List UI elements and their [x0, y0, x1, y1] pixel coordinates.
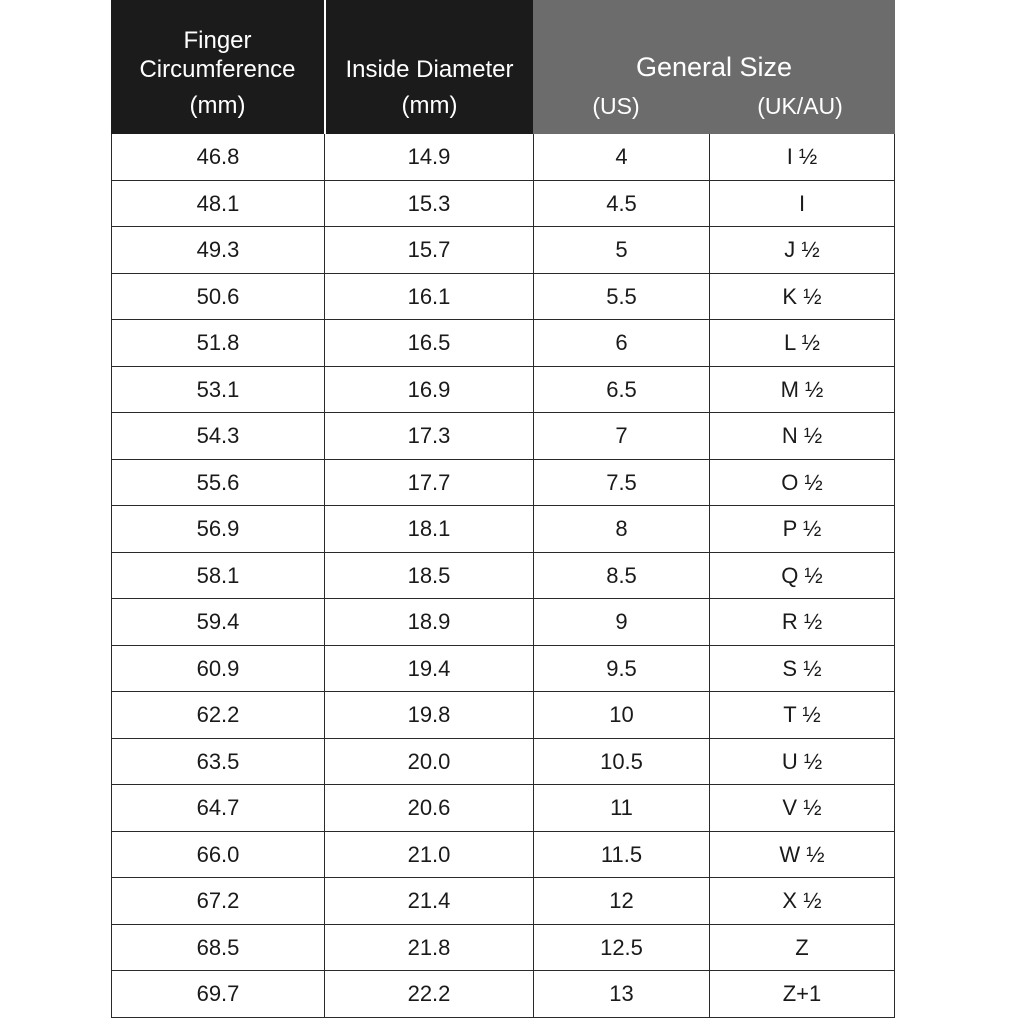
table-row — [111, 785, 895, 832]
cell-us-size: 12 — [534, 878, 710, 924]
table-row — [111, 134, 895, 181]
table-row — [111, 413, 895, 460]
table-row — [111, 971, 895, 1018]
cell-uk-au-size: Q ½ — [781, 562, 823, 588]
cell-finger-circumference: 46.8 — [112, 134, 325, 180]
cell-inside-diameter: 21.0 — [325, 832, 534, 878]
cell-us-size: 11 — [534, 785, 710, 831]
cell-uk-au-size: Z — [795, 934, 809, 960]
table-row — [111, 274, 895, 321]
header-inside-diameter — [326, 0, 533, 134]
cell-uk-au-size: I — [798, 190, 806, 216]
table-row — [111, 506, 895, 553]
cell-finger-circumference: 50.6 — [112, 274, 325, 320]
cell-finger-circumference: 58.1 — [112, 553, 325, 599]
header-col2-line2: (mm) — [401, 92, 458, 119]
header-col1-line3: (mm) — [189, 92, 246, 119]
cell-inside-diameter: 21.8 — [325, 925, 534, 971]
cell-uk-au-size: M ½ — [780, 376, 824, 402]
cell-inside-diameter: 18.9 — [325, 599, 534, 645]
cell-inside-diameter: 15.3 — [325, 181, 534, 227]
cell-finger-circumference: 48.1 — [112, 181, 325, 227]
header-uk-au: (UK/AU) — [757, 93, 843, 119]
cell-us-size: 7.5 — [534, 460, 710, 506]
cell-uk-au-size: V ½ — [782, 795, 822, 820]
cell-finger-circumference: 63.5 — [112, 739, 325, 785]
cell-finger-circumference: 69.7 — [112, 971, 325, 1017]
cell-finger-circumference: 49.3 — [112, 227, 325, 273]
table-row — [111, 925, 895, 972]
cell-us-size: 5.5 — [534, 274, 710, 320]
cell-us-size: 10.5 — [534, 739, 710, 785]
table-row — [111, 646, 895, 693]
cell-us-size: 6 — [534, 320, 710, 366]
cell-inside-diameter: 14.9 — [325, 134, 534, 180]
cell-us-size: 7 — [534, 413, 710, 459]
cell-uk-au-size: I ½ — [786, 144, 818, 169]
cell-us-size: 13 — [534, 971, 710, 1017]
cell-finger-circumference: 62.2 — [112, 692, 325, 738]
cell-us-size: 9.5 — [534, 646, 710, 692]
cell-us-size: 8.5 — [534, 553, 710, 599]
cell-inside-diameter: 17.3 — [325, 413, 534, 459]
cell-us-size: 4.5 — [534, 181, 710, 227]
cell-inside-diameter: 19.8 — [325, 692, 534, 738]
cell-us-size: 4 — [534, 134, 710, 180]
table-body — [111, 134, 895, 1018]
cell-inside-diameter: 16.1 — [325, 274, 534, 320]
cell-finger-circumference: 56.9 — [112, 506, 325, 552]
cell-uk-au-size: T ½ — [783, 702, 821, 727]
cell-inside-diameter: 16.5 — [325, 320, 534, 366]
table-row — [111, 367, 895, 414]
cell-us-size: 5 — [534, 227, 710, 273]
header-col2-line1: Inside Diameter — [345, 56, 514, 83]
table-row — [111, 832, 895, 879]
header-general-size — [533, 0, 895, 134]
cell-uk-au-size: S ½ — [782, 655, 822, 681]
cell-uk-au-size: K ½ — [782, 283, 822, 309]
cell-uk-au-size: P ½ — [782, 516, 822, 541]
table-row — [111, 553, 895, 600]
cell-us-size: 6.5 — [534, 367, 710, 413]
cell-finger-circumference: 55.6 — [112, 460, 325, 506]
cell-us-size: 9 — [534, 599, 710, 645]
cell-finger-circumference: 59.4 — [112, 599, 325, 645]
cell-inside-diameter: 22.2 — [325, 971, 534, 1017]
table-row — [111, 460, 895, 507]
header-general-size-title: General Size — [635, 52, 793, 82]
cell-uk-au-size: O ½ — [781, 469, 823, 495]
cell-uk-au-size: Z+1 — [782, 981, 822, 1006]
cell-finger-circumference: 67.2 — [112, 878, 325, 924]
table-row — [111, 320, 895, 367]
cell-inside-diameter: 16.9 — [325, 367, 534, 413]
cell-us-size: 10 — [534, 692, 710, 738]
cell-us-size: 8 — [534, 506, 710, 552]
cell-uk-au-size: N ½ — [781, 423, 823, 448]
header-col1-line2: Circumference — [139, 56, 296, 83]
cell-inside-diameter: 20.6 — [325, 785, 534, 831]
cell-us-size: 11.5 — [534, 832, 710, 878]
header-col1-line1: Finger — [183, 27, 252, 54]
table-row — [111, 227, 895, 274]
cell-inside-diameter: 18.1 — [325, 506, 534, 552]
cell-finger-circumference: 66.0 — [112, 832, 325, 878]
cell-finger-circumference: 53.1 — [112, 367, 325, 413]
header-us: (US) — [592, 93, 640, 119]
cell-uk-au-size: L ½ — [784, 330, 820, 355]
header-finger-circumference — [111, 0, 325, 134]
table-row — [111, 599, 895, 646]
table-row — [111, 181, 895, 228]
cell-inside-diameter: 17.7 — [325, 460, 534, 506]
cell-inside-diameter: 20.0 — [325, 739, 534, 785]
cell-inside-diameter: 19.4 — [325, 646, 534, 692]
cell-finger-circumference: 64.7 — [112, 785, 325, 831]
cell-finger-circumference: 51.8 — [112, 320, 325, 366]
table-header — [111, 0, 895, 134]
cell-us-size: 12.5 — [534, 925, 710, 971]
cell-inside-diameter: 15.7 — [325, 227, 534, 273]
cell-finger-circumference: 68.5 — [112, 925, 325, 971]
table-row — [111, 739, 895, 786]
cell-uk-au-size: U ½ — [781, 748, 823, 774]
cell-uk-au-size: W ½ — [779, 841, 825, 867]
cell-uk-au-size: J ½ — [784, 237, 820, 262]
cell-finger-circumference: 60.9 — [112, 646, 325, 692]
cell-inside-diameter: 18.5 — [325, 553, 534, 599]
cell-uk-au-size: X ½ — [782, 888, 822, 913]
cell-inside-diameter: 21.4 — [325, 878, 534, 924]
cell-uk-au-size: R ½ — [781, 609, 823, 634]
table-row — [111, 692, 895, 739]
ring-size-table — [111, 0, 895, 1024]
cell-finger-circumference: 54.3 — [112, 413, 325, 459]
table-row — [111, 878, 895, 925]
